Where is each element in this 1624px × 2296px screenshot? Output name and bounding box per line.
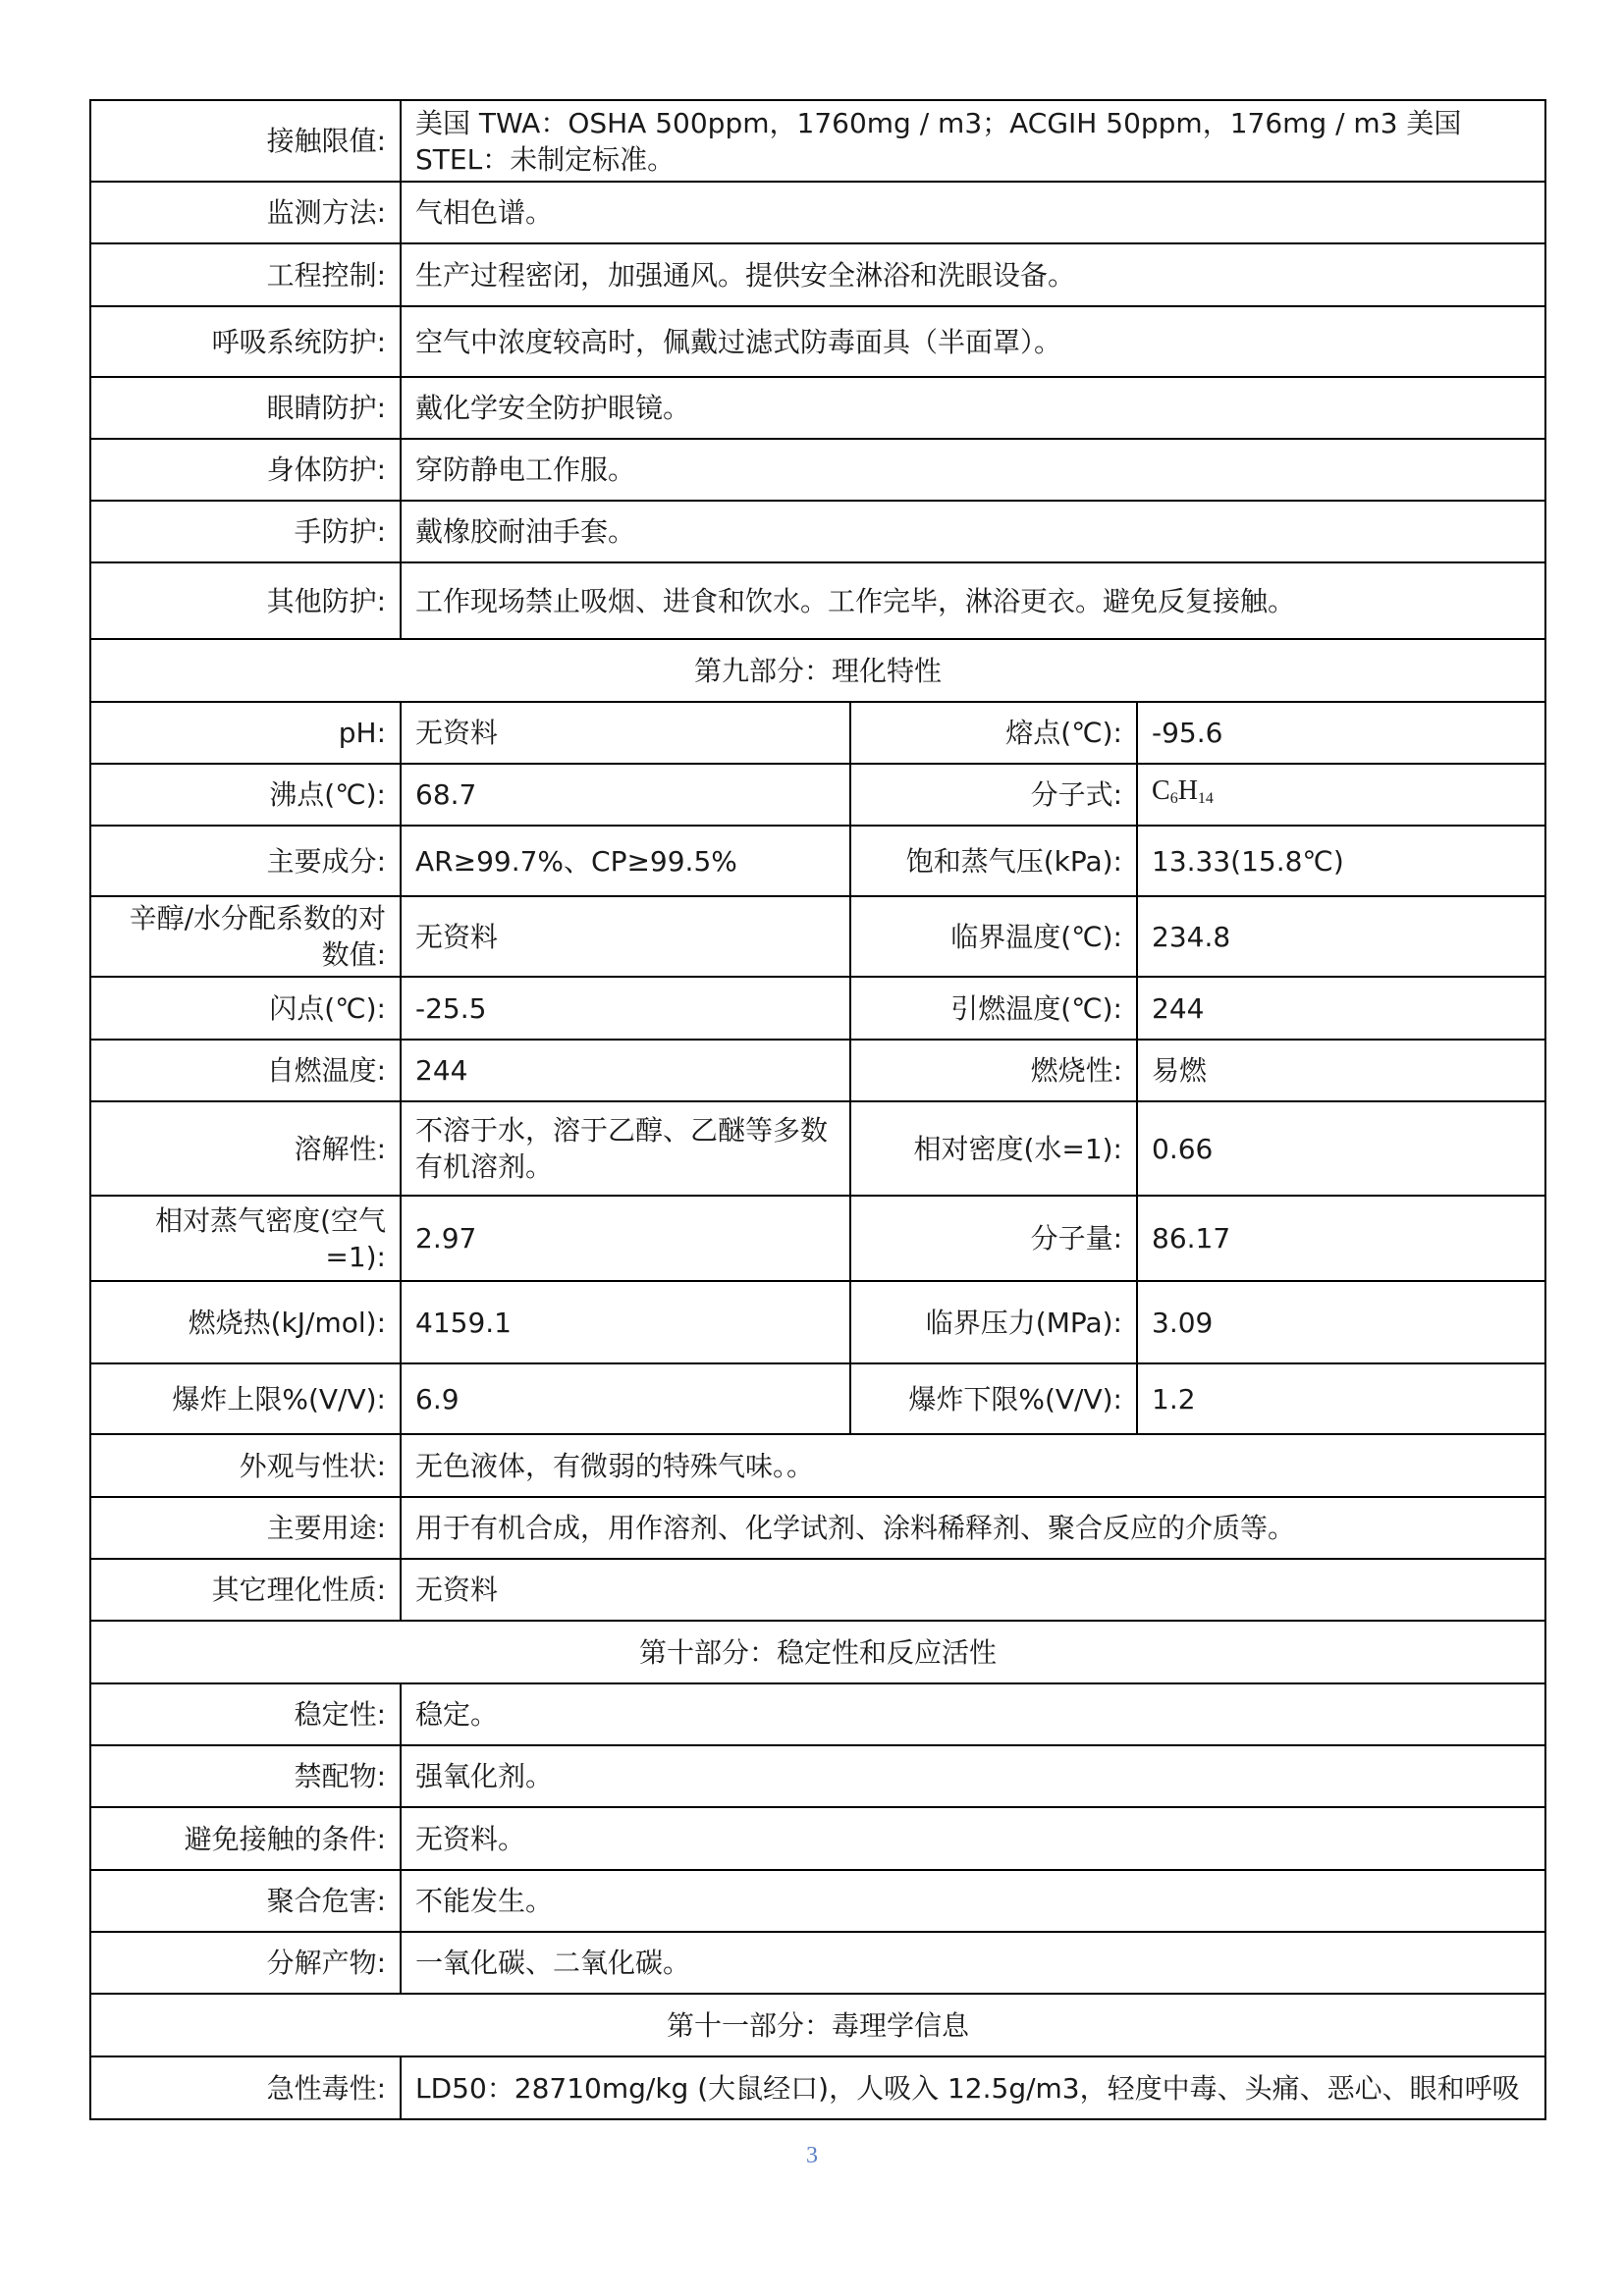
vapor-pressure-label: 饱和蒸气压(kPa):: [850, 826, 1137, 896]
eye-label: 眼睛防护:: [90, 377, 401, 439]
upper-limit-label: 爆炸上限%(V/V):: [90, 1363, 401, 1434]
row-ph-melting: [90, 702, 1545, 764]
critical-temp-value: 234.8: [1137, 896, 1545, 977]
row-other-protection: [90, 562, 1545, 639]
avoid-value: 无资料。: [401, 1807, 1545, 1870]
octanol-label: 辛醇/水分配系数的对数值:: [90, 896, 401, 977]
other-props-value: 无资料: [401, 1559, 1545, 1621]
row-solubility-density: [90, 1101, 1545, 1196]
flammability-value: 易燃: [1137, 1040, 1545, 1101]
monitoring-label: 监测方法:: [90, 182, 401, 243]
flash-label: 闪点(℃):: [90, 977, 401, 1040]
exposure-limit-label: 接触限值:: [90, 100, 401, 182]
row-respiratory: [90, 306, 1545, 377]
row-combustion-critical-pressure: [90, 1281, 1545, 1363]
incompatible-label: 禁配物:: [90, 1745, 401, 1807]
section9-title: 第九部分：理化特性: [90, 639, 1545, 702]
stability-value: 稳定。: [401, 1683, 1545, 1745]
ignition-value: 244: [1137, 977, 1545, 1040]
row-body: [90, 439, 1545, 501]
section10-title: 第十部分：稳定性和反应活性: [90, 1621, 1545, 1683]
critical-pressure-value: 3.09: [1137, 1281, 1545, 1363]
appearance-value: 无色液体，有微弱的特殊气味。。: [401, 1434, 1545, 1497]
formula-h-sub: 14: [1197, 790, 1214, 807]
upper-limit-value: 6.9: [401, 1363, 850, 1434]
polymerization-value: 不能发生。: [401, 1870, 1545, 1932]
row-exposure-limit: [90, 100, 1545, 182]
decomposition-label: 分解产物:: [90, 1932, 401, 1994]
row-section10-title: [90, 1621, 1545, 1683]
row-section11-title: [90, 1994, 1545, 2056]
row-decomposition: [90, 1932, 1545, 1994]
section11-title: 第十一部分：毒理学信息: [90, 1994, 1545, 2056]
body-value: 穿防静电工作服。: [401, 439, 1545, 501]
composition-label: 主要成分:: [90, 826, 401, 896]
row-flash-ignition: [90, 977, 1545, 1040]
ignition-label: 引燃温度(℃):: [850, 977, 1137, 1040]
row-autoignition-flammability: [90, 1040, 1545, 1101]
autoignition-label: 自燃温度:: [90, 1040, 401, 1101]
incompatible-value: 强氧化剂。: [401, 1745, 1545, 1807]
stability-label: 稳定性:: [90, 1683, 401, 1745]
page-number: 3: [806, 2143, 818, 2168]
solubility-value: 不溶于水，溶于乙醇、乙醚等多数有机溶剂。: [401, 1101, 850, 1196]
formula-h: H: [1177, 775, 1198, 806]
uses-label: 主要用途:: [90, 1497, 401, 1559]
avoid-label: 避免接触的条件:: [90, 1807, 401, 1870]
respiratory-label: 呼吸系统防护:: [90, 306, 401, 377]
row-eye: [90, 377, 1545, 439]
melting-label: 熔点(℃):: [850, 702, 1137, 764]
molecular-weight-label: 分子量:: [850, 1196, 1137, 1281]
ph-label: pH:: [90, 702, 401, 764]
combustion-heat-label: 燃烧热(kJ/mol):: [90, 1281, 401, 1363]
row-acute-toxicity: [90, 2056, 1545, 2119]
hand-value: 戴橡胶耐油手套。: [401, 501, 1545, 562]
engineering-value: 生产过程密闭，加强通风。提供安全淋浴和洗眼设备。: [401, 243, 1545, 306]
row-appearance: [90, 1434, 1545, 1497]
lower-limit-label: 爆炸下限%(V/V):: [850, 1363, 1137, 1434]
exposure-limit-value: 美国 TWA：OSHA 500ppm，1760mg / m3；ACGIH 50ppm，176mg / m3 美国 STEL：未制定标准。: [401, 100, 1545, 182]
ph-value: 无资料: [401, 702, 850, 764]
vapor-pressure-value: 13.33(15.8℃): [1137, 826, 1545, 896]
row-boiling-formula: [90, 764, 1545, 826]
appearance-label: 外观与性状:: [90, 1434, 401, 1497]
row-engineering: [90, 243, 1545, 306]
body-label: 身体防护:: [90, 439, 401, 501]
solubility-label: 溶解性:: [90, 1101, 401, 1196]
msds-table: [89, 99, 1546, 2120]
row-stability: [90, 1683, 1545, 1745]
monitoring-value: 气相色谱。: [401, 182, 1545, 243]
other-protection-label: 其他防护:: [90, 562, 401, 639]
polymerization-label: 聚合危害:: [90, 1870, 401, 1932]
lower-limit-value: 1.2: [1137, 1363, 1545, 1434]
formula-label: 分子式:: [850, 764, 1137, 826]
flash-value: -25.5: [401, 977, 850, 1040]
row-explosion-limits: [90, 1363, 1545, 1434]
row-vapor-density-mw: [90, 1196, 1545, 1281]
melting-value: -95.6: [1137, 702, 1545, 764]
formula-c: C: [1152, 775, 1170, 806]
other-protection-value: 工作现场禁止吸烟、进食和饮水。工作完毕，淋浴更衣。避免反复接触。: [401, 562, 1545, 639]
formula-value: [1137, 764, 1545, 826]
critical-pressure-label: 临界压力(MPa):: [850, 1281, 1137, 1363]
row-incompatible: [90, 1745, 1545, 1807]
relative-density-label: 相对密度(水=1):: [850, 1101, 1137, 1196]
critical-temp-label: 临界温度(℃):: [850, 896, 1137, 977]
relative-density-value: 0.66: [1137, 1101, 1545, 1196]
row-section9-title: [90, 639, 1545, 702]
octanol-value: 无资料: [401, 896, 850, 977]
acute-toxicity-label: 急性毒性:: [90, 2056, 401, 2119]
flammability-label: 燃烧性:: [850, 1040, 1137, 1101]
row-hand: [90, 501, 1545, 562]
row-composition-vapor: [90, 826, 1545, 896]
molecular-weight-value: 86.17: [1137, 1196, 1545, 1281]
other-props-label: 其它理化性质:: [90, 1559, 401, 1621]
acute-toxicity-value: LD50：28710mg/kg (大鼠经口)，人吸入 12.5g/m3，轻度中毒、头痛、恶心、眼和呼吸: [401, 2056, 1545, 2119]
composition-value: AR≥99.7%、CP≥99.5%: [401, 826, 850, 896]
row-polymerization: [90, 1870, 1545, 1932]
autoignition-value: 244: [401, 1040, 850, 1101]
boiling-label: 沸点(℃):: [90, 764, 401, 826]
engineering-label: 工程控制:: [90, 243, 401, 306]
formula-c-sub: 6: [1169, 790, 1178, 807]
hand-label: 手防护:: [90, 501, 401, 562]
eye-value: 戴化学安全防护眼镜。: [401, 377, 1545, 439]
row-octanol-critical-temp: [90, 896, 1545, 977]
row-avoid: [90, 1807, 1545, 1870]
respiratory-value: 空气中浓度较高时，佩戴过滤式防毒面具（半面罩）。: [401, 306, 1545, 377]
vapor-density-label: 相对蒸气密度(空气=1):: [90, 1196, 401, 1281]
row-uses: [90, 1497, 1545, 1559]
uses-value: 用于有机合成，用作溶剂、化学试剂、涂料稀释剂、聚合反应的介质等。: [401, 1497, 1545, 1559]
row-other-props: [90, 1559, 1545, 1621]
vapor-density-value: 2.97: [401, 1196, 850, 1281]
combustion-heat-value: 4159.1: [401, 1281, 850, 1363]
decomposition-value: 一氧化碳、二氧化碳。: [401, 1932, 1545, 1994]
row-monitoring: [90, 182, 1545, 243]
boiling-value: 68.7: [401, 764, 850, 826]
